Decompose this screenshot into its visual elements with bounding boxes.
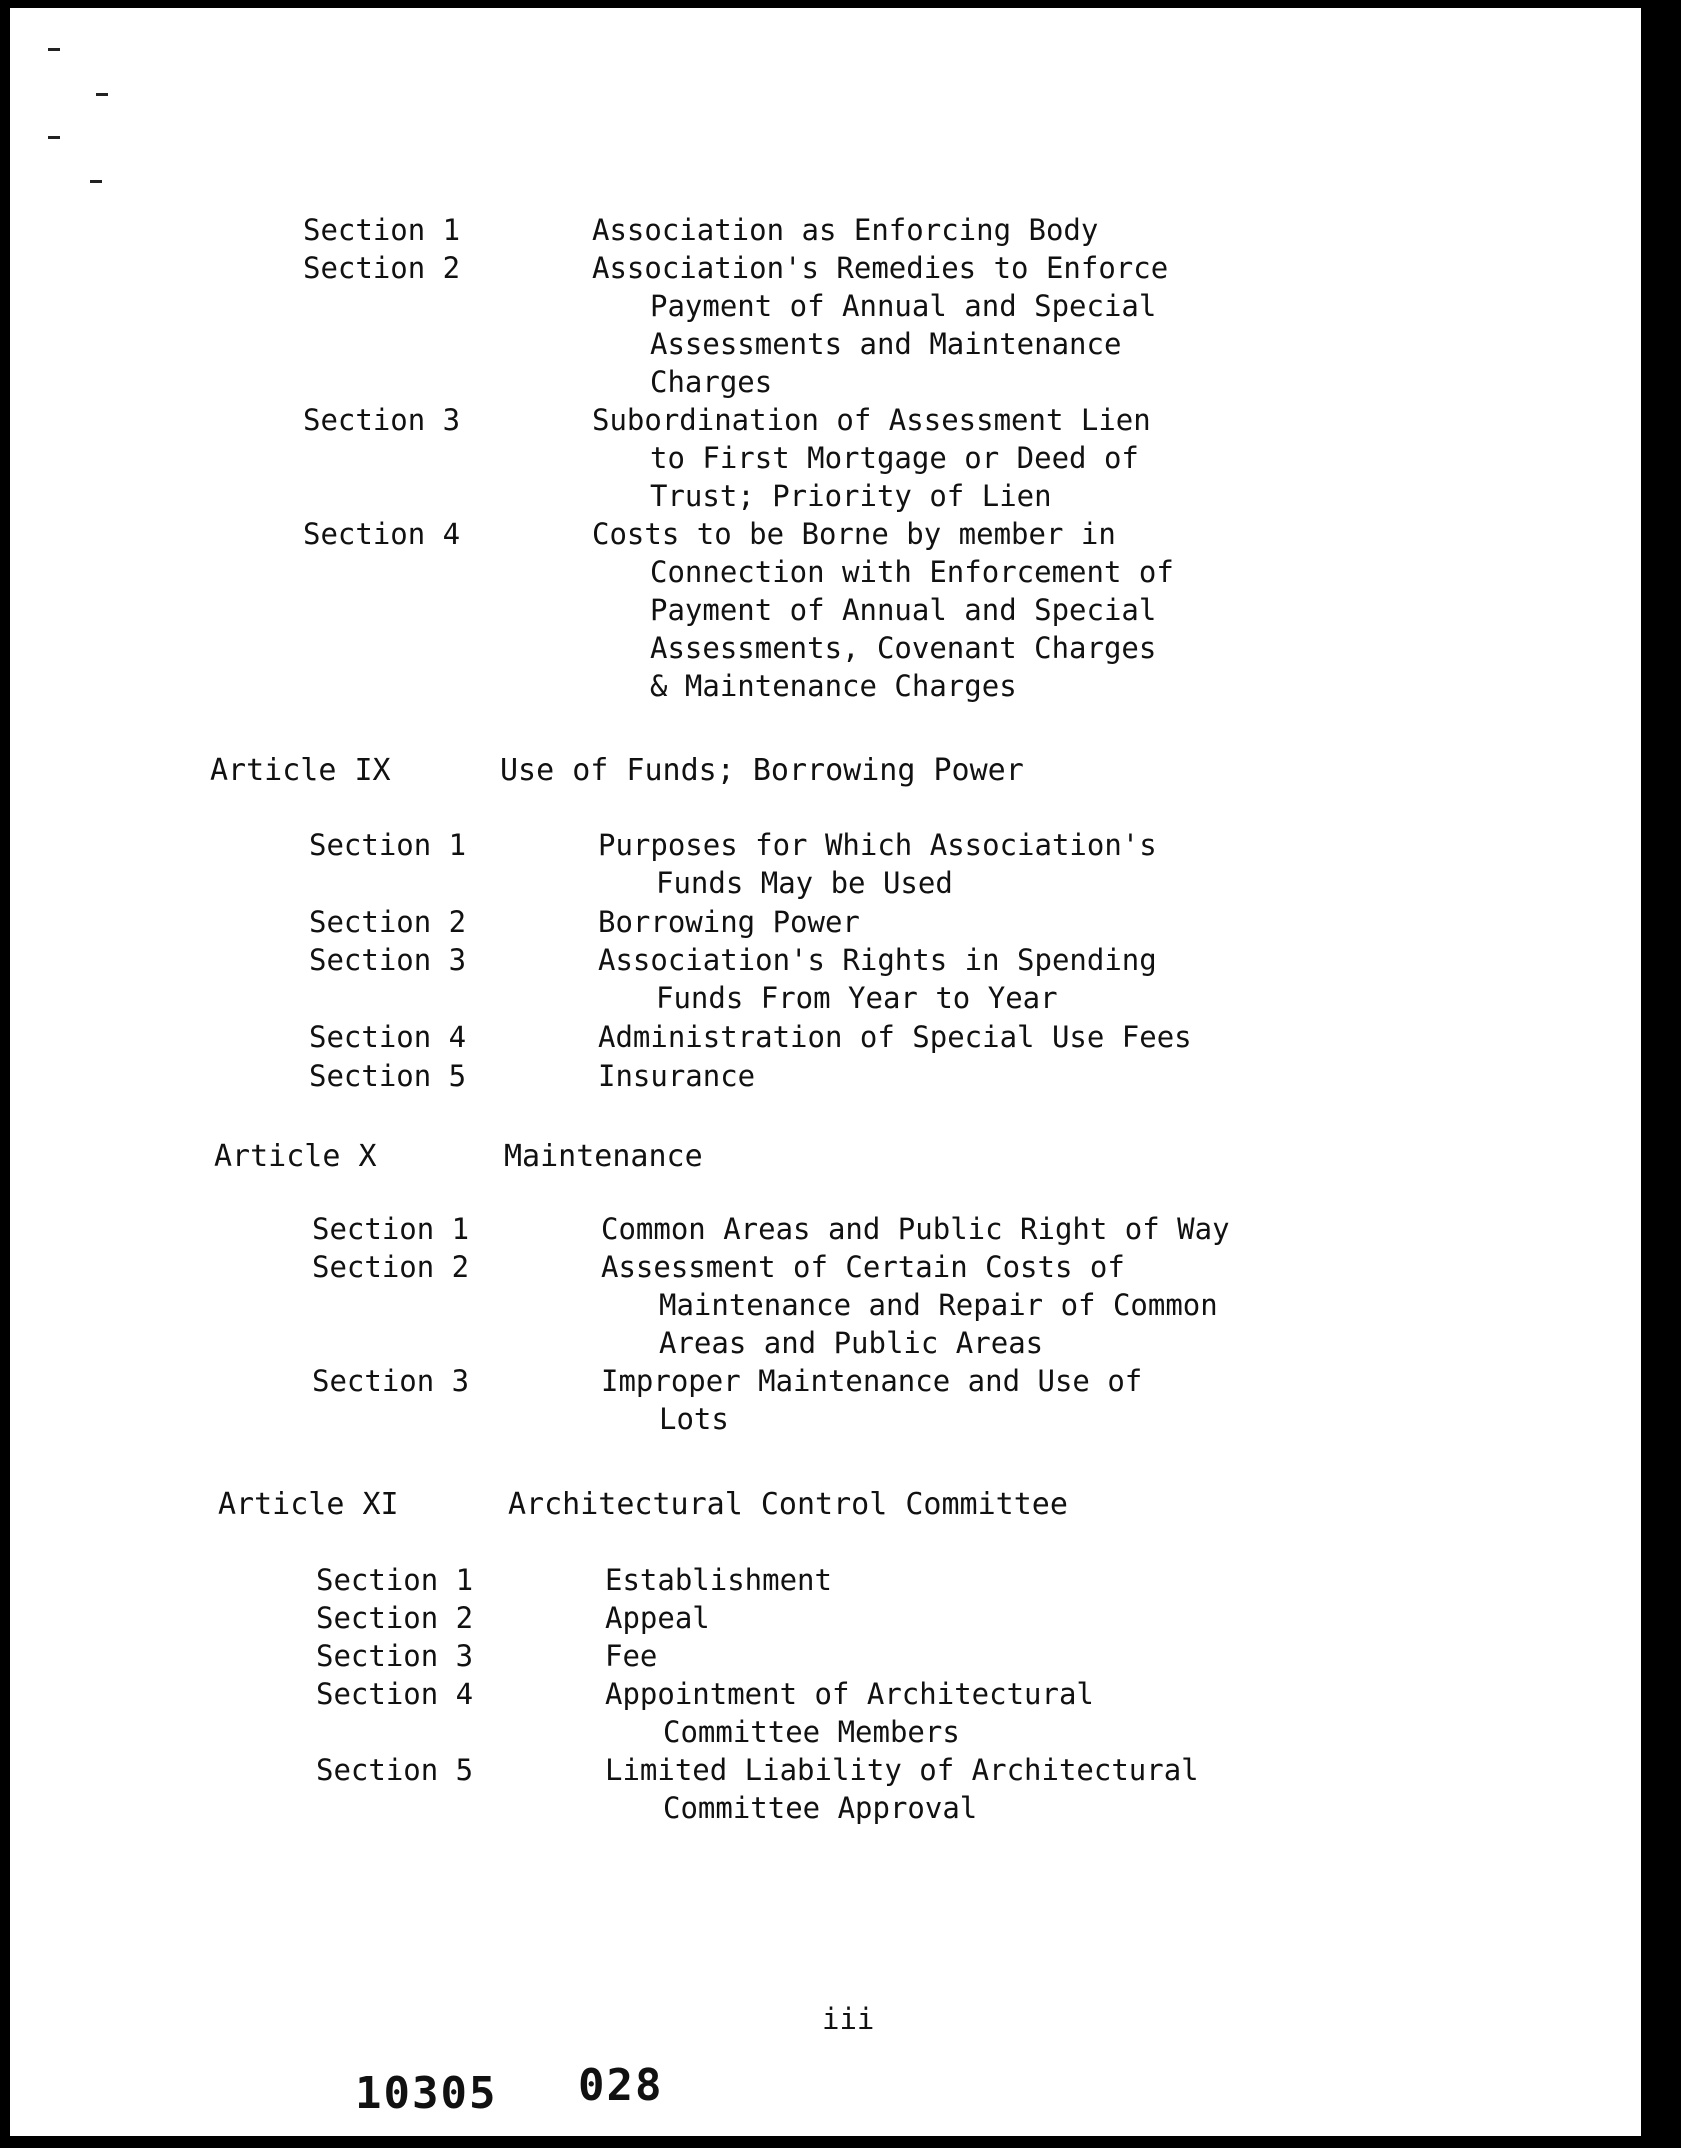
section-title-line: & Maintenance Charges — [650, 669, 1017, 703]
section-title-line: Common Areas and Public Right of Way — [601, 1212, 1230, 1246]
section-title-line: Assessments, Covenant Charges — [650, 631, 1157, 665]
section-title-line: Maintenance and Repair of Common — [659, 1288, 1218, 1322]
section-title-line: Assessments and Maintenance — [650, 327, 1122, 361]
section-title-line: Charges — [650, 365, 773, 399]
scan-speck — [48, 136, 60, 139]
section-title — [605, 1751, 1199, 1827]
article-label: Article IX — [210, 753, 391, 788]
section-title-line: Costs to be Borne by member in — [592, 517, 1116, 551]
section-title-line: Insurance — [598, 1059, 756, 1093]
section-title — [598, 941, 1157, 1017]
section-title-line: to First Mortgage or Deed of — [650, 441, 1139, 475]
article-title: Maintenance — [504, 1139, 703, 1174]
section-title — [598, 1018, 1192, 1056]
article-label: Article X — [214, 1139, 377, 1174]
section-label: Section 1 — [303, 213, 461, 247]
document-number-right: 028 — [578, 2060, 664, 2111]
section-label: Section 2 — [316, 1601, 474, 1635]
section-title-line: Borrowing Power — [598, 905, 860, 939]
section-label: Section 5 — [316, 1753, 474, 1787]
section-title-line: Establishment — [605, 1563, 832, 1597]
document-page — [10, 8, 1641, 2136]
section-title-line: Funds May be Used — [656, 866, 953, 900]
article-title: Use of Funds; Borrowing Power — [500, 753, 1024, 788]
section-label: Section 1 — [309, 828, 467, 862]
section-title-line: Assessment of Certain Costs of — [601, 1250, 1125, 1284]
section-label: Section 2 — [303, 251, 461, 285]
section-title — [605, 1675, 1094, 1751]
section-title-line: Subordination of Assessment Lien — [592, 403, 1151, 437]
section-title-line: Association as Enforcing Body — [592, 213, 1099, 247]
section-title-line: Limited Liability of Architectural — [605, 1753, 1199, 1787]
section-label: Section 2 — [312, 1250, 470, 1284]
section-title-line: Areas and Public Areas — [659, 1326, 1044, 1360]
section-title — [592, 211, 1098, 249]
scan-speck — [96, 93, 108, 96]
section-label: Section 3 — [312, 1364, 470, 1398]
section-label: Section 5 — [309, 1059, 467, 1093]
section-title-line: Committee Approval — [663, 1791, 978, 1825]
section-label: Section 1 — [316, 1563, 474, 1597]
section-title-line: Trust; Priority of Lien — [650, 479, 1052, 513]
document-number-left: 10305 — [355, 2068, 498, 2119]
section-label: Section 1 — [312, 1212, 470, 1246]
section-title-line: Improper Maintenance and Use of — [601, 1364, 1143, 1398]
section-title-line: Connection with Enforcement of — [650, 555, 1174, 589]
section-label: Section 4 — [303, 517, 461, 551]
section-title-line: Appeal — [605, 1601, 710, 1635]
section-label: Section 4 — [316, 1677, 474, 1711]
section-label: Section 4 — [309, 1020, 467, 1054]
section-label: Section 3 — [309, 943, 467, 977]
section-title-line: Payment of Annual and Special — [650, 593, 1157, 627]
section-title — [601, 1210, 1230, 1248]
article-label: Article XI — [218, 1487, 399, 1522]
section-title — [598, 826, 1157, 902]
section-title-line: Payment of Annual and Special — [650, 289, 1157, 323]
section-title-line: Association's Remedies to Enforce — [592, 251, 1169, 285]
section-title — [605, 1637, 657, 1675]
section-label: Section 3 — [303, 403, 461, 437]
section-title — [601, 1248, 1218, 1362]
section-title-line: Fee — [605, 1639, 658, 1673]
article-title: Architectural Control Committee — [508, 1487, 1068, 1522]
section-title — [601, 1362, 1142, 1438]
section-title-line: Administration of Special Use Fees — [598, 1020, 1192, 1054]
section-label: Section 2 — [309, 905, 467, 939]
section-title-line: Association's Rights in Spending — [598, 943, 1157, 977]
section-title-line: Purposes for Which Association's — [598, 828, 1157, 862]
section-title — [605, 1599, 710, 1637]
scan-speck — [48, 48, 60, 51]
section-title — [605, 1561, 832, 1599]
section-title — [592, 249, 1168, 401]
section-title-line: Lots — [659, 1402, 729, 1436]
section-title-line: Appointment of Architectural — [605, 1677, 1094, 1711]
section-title — [598, 1057, 755, 1095]
section-title-line: Committee Members — [663, 1715, 960, 1749]
page-number: iii — [822, 2002, 875, 2036]
scan-speck — [90, 180, 102, 183]
section-title — [592, 515, 1174, 705]
section-title — [598, 903, 860, 941]
section-title-line: Funds From Year to Year — [656, 981, 1058, 1015]
section-label: Section 3 — [316, 1639, 474, 1673]
section-title — [592, 401, 1151, 515]
